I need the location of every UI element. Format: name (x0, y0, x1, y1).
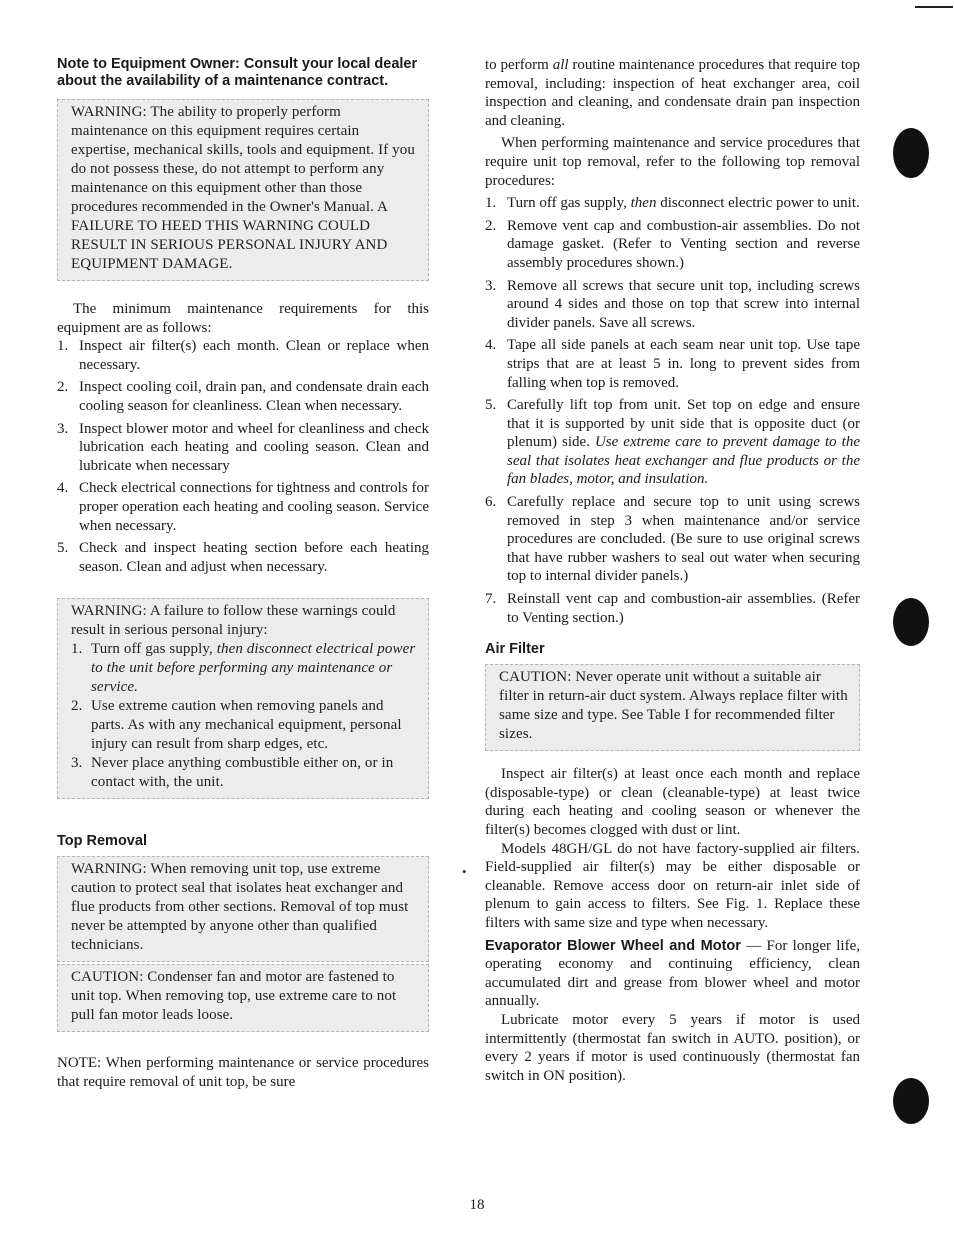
list-item: 2. Use extreme caution when removing panels and parts. As with any mechanical equipment, personal injury can result from sharp edges, etc. (71, 698, 402, 753)
owner-note: Note to Equipment Owner: Consult your local dealer about the availability of a maintenance contract. (57, 56, 418, 89)
caution-box-condenser-fan (57, 964, 429, 1032)
evaporator-heading: Evaporator Blower Wheel and Motor (485, 937, 741, 954)
list-item: 4. Tape all side panels at each seam near unit top. Use tape strips that are at least 5 in. long to prevent sides from falling when top is removed. (485, 337, 860, 391)
min-requirements-list (57, 337, 429, 576)
warning-injury-list (71, 640, 420, 792)
continued-paragraph: to perform all routine maintenance procedures that require top removal, including: inspection of heat exchanger area, coil inspection and cleaning, and condensate drain pan inspection and cleaning. (485, 57, 860, 129)
binder-hole-bottom (893, 1078, 929, 1124)
list-item: 1. Inspect air filter(s) each month. Clean or replace when necessary. (57, 338, 429, 373)
note-maintenance: NOTE: When performing maintenance or service procedures that require removal of unit top, be sure (57, 1055, 429, 1090)
scan-mark: • (462, 864, 467, 879)
binder-hole-top (893, 128, 929, 178)
min-requirements-intro: The minimum maintenance requirements for this equipment are as follows: (57, 301, 429, 336)
list-item: 3. Inspect blower motor and wheel for cleanliness and check lubrication each heating and cooling season. Clean and lubricate when necessary (57, 420, 429, 474)
list-item: 1. Turn off gas supply, then disconnect electrical power to the unit before performing any maintenance or service. (71, 641, 416, 696)
warning-injury-intro: WARNING: A failure to follow these warnings could result in serious personal injury: (71, 603, 396, 639)
list-item: 3. Never place anything combustible either on, or in contact with, the unit. (71, 755, 394, 791)
list-item: 3. Remove all screws that secure unit top, including screws around 4 sides and those on top that screw into internal divider panels. Save all screws. (485, 277, 860, 331)
list-item: 6. Carefully replace and secure top to unit using screws removed in step 3 when maintenance and/or service procedures are concluded. (Be sure to use original screws that have rubber washers to seal out water when securing top to internal divider panels.) (485, 494, 860, 585)
binder-hole-middle (893, 598, 929, 646)
warning-box-qualifications (57, 99, 429, 281)
air-filter-paragraph-1: Inspect air filter(s) at least once each month and replace (disposable-type) or clean (cleanable-type) at least twice during each heating and cooling season or whenever the filter(s) becomes clogged with dust or lint. (485, 766, 860, 838)
top-removal-warning-text: WARNING: When removing unit top, use extreme caution to protect seal that isolates heat exchanger and flue products from other sections. Removal of top must never be attempted by anyone other than qualified technicians. (71, 861, 409, 954)
evaporator-paragraph-2: Lubricate motor every 5 years if motor is used intermittently (thermostat fan switch in AUTO. position), or every 2 years if motor is used continuously (thermostat fan switch in ON position). (485, 1011, 860, 1084)
scan-edge-line (915, 6, 953, 8)
left-column (57, 56, 429, 1092)
air-filter-heading: Air Filter (485, 641, 545, 658)
evaporator-paragraph-1: Evaporator Blower Wheel and Motor — For longer life, operating economy and continuing efficiency, clean accumulated dirt and grease from blower wheel and motor annually. (485, 937, 860, 1010)
air-filter-caution-text: CAUTION: Never operate unit without a suitable air filter in return-air duct system. Always replace filter with same size and type. See Table I for recommended filter sizes. (499, 669, 848, 743)
top-removal-heading: Top Removal (57, 833, 147, 850)
warning-box-personal-injury (57, 598, 429, 799)
warning-box-top-removal (57, 856, 429, 962)
warning-qualifications-text: WARNING: The ability to properly perform maintenance on this equipment requires certain expertise, mechanical skills, tools and equipment. If you do not possess these, do not attempt to perform any maintenance on this equipment other than those procedures recommended in the Owner's Manual. A FAILURE TO HEED THIS WARNING COULD RESULT IN SERIOUS PERSONAL INJURY AND EQUIPMENT DAMAGE. (71, 104, 415, 272)
when-performing-paragraph: When performing maintenance and service procedures that require unit top removal, refer to the following top removal procedures: (485, 135, 860, 189)
list-item: 1. Turn off gas supply, then disconnect electric power to unit. (485, 195, 860, 212)
list-item: 5. Check and inspect heating section before each heating season. Clean and adjust when necessary. (57, 540, 429, 575)
caution-box-air-filter (485, 664, 860, 751)
air-filter-paragraph-2: Models 48GH/GL do not have factory-supplied air filters. Field-supplied air filter(s) may be either disposable or cleanable. Remove access door on return-air inlet side of plenum to gain access to filters. See Fig. 1. Replace these filters with same size and type when necessary. (485, 840, 860, 931)
top-removal-steps (485, 194, 860, 627)
right-column (485, 56, 860, 1085)
page-number: 18 (469, 1197, 485, 1213)
list-item: 2. Inspect cooling coil, drain pan, and condensate drain each cooling season for cleanliness. Clean when necessary. (57, 379, 429, 414)
list-item: 7. Reinstall vent cap and combustion-air assemblies. (Refer to Venting section.) (485, 591, 860, 626)
list-item: 5. Carefully lift top from unit. Set top on edge and ensure that it is supported by unit side that is opposite duct (or plenum) side. Use extreme care to prevent damage to the seal that isolates heat exchanger and flue products or the fan blades, motor, and insulation. (485, 397, 860, 488)
list-item: 2. Remove vent cap and combustion-air assemblies. Do not damage gasket. (Refer to Venting section and reverse assembly procedures shown.) (485, 217, 860, 271)
condenser-caution-text: CAUTION: Condenser fan and motor are fastened to unit top. When removing top, use extreme care to not pull fan motor leads loose. (71, 969, 397, 1024)
list-item: 4. Check electrical connections for tightness and controls for proper operation each heating and cooling season. Service when necessary. (57, 480, 429, 534)
